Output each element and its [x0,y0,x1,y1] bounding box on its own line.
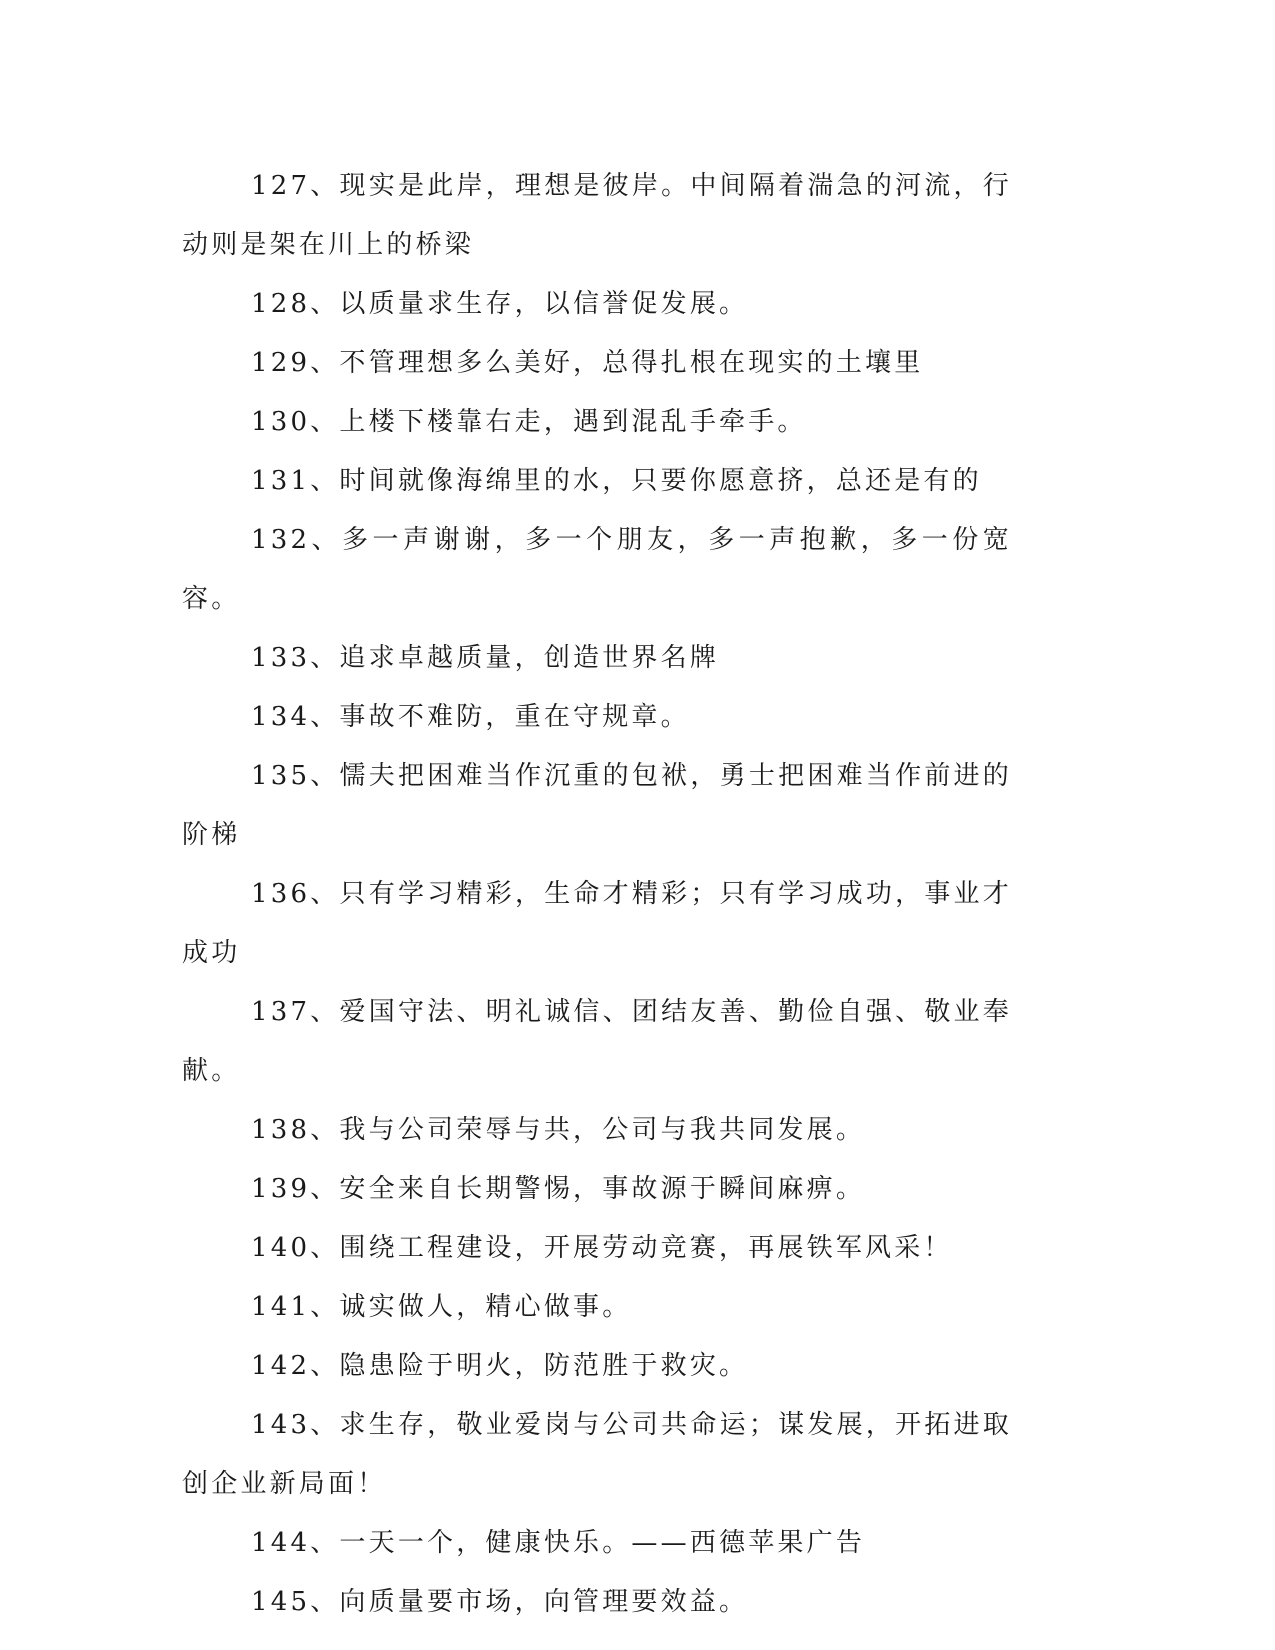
paragraph-138: 138、我与公司荣辱与共，公司与我共同发展。 [251,1115,866,1145]
paragraph-137: 137、爱国守法、明礼诚信、团结友善、勤俭自强、敬业奉献。 [182,997,1012,1086]
paragraph-127: 127、现实是此岸，理想是彼岸。中间隔着湍急的河流，行动则是架在川上的桥梁 [182,171,1012,260]
paragraph-140: 140、围绕工程建设，开展劳动竞赛，再展铁军风采！ [251,1233,953,1263]
document-body [182,157,1012,1632]
paragraph-128: 128、以质量求生存，以信誉促发展。 [251,289,749,319]
paragraph-142: 142、隐患险于明火，防范胜于救灾。 [251,1351,749,1381]
paragraph-132: 132、多一声谢谢，多一个朋友，多一声抱歉，多一份宽容。 [182,525,1012,614]
paragraph-130: 130、上楼下楼靠右走，遇到混乱手牵手。 [251,407,807,437]
paragraph-131: 131、时间就像海绵里的水，只要你愿意挤，总还是有的 [251,466,982,496]
paragraph-136: 136、只有学习精彩，生命才精彩；只有学习成功，事业才成功 [182,879,1012,968]
paragraph-129: 129、不管理想多么美好，总得扎根在现实的土壤里 [251,348,924,378]
paragraph-139: 139、安全来自长期警惕，事故源于瞬间麻痹。 [251,1174,866,1204]
paragraph-134: 134、事故不难防，重在守规章。 [251,702,690,732]
paragraph-143: 143、求生存，敬业爱岗与公司共命运；谋发展，开拓进取创企业新局面！ [182,1410,1012,1499]
paragraph-133: 133、追求卓越质量，创造世界名牌 [251,643,720,673]
paragraph-144: 144、一天一个，健康快乐。——西德苹果广告 [251,1528,866,1558]
paragraph-135: 135、懦夫把困难当作沉重的包袱，勇士把困难当作前进的阶梯 [182,761,1012,850]
paragraph-145: 145、向质量要市场，向管理要效益。 [251,1587,749,1617]
paragraph-141: 141、诚实做人，精心做事。 [251,1292,632,1322]
